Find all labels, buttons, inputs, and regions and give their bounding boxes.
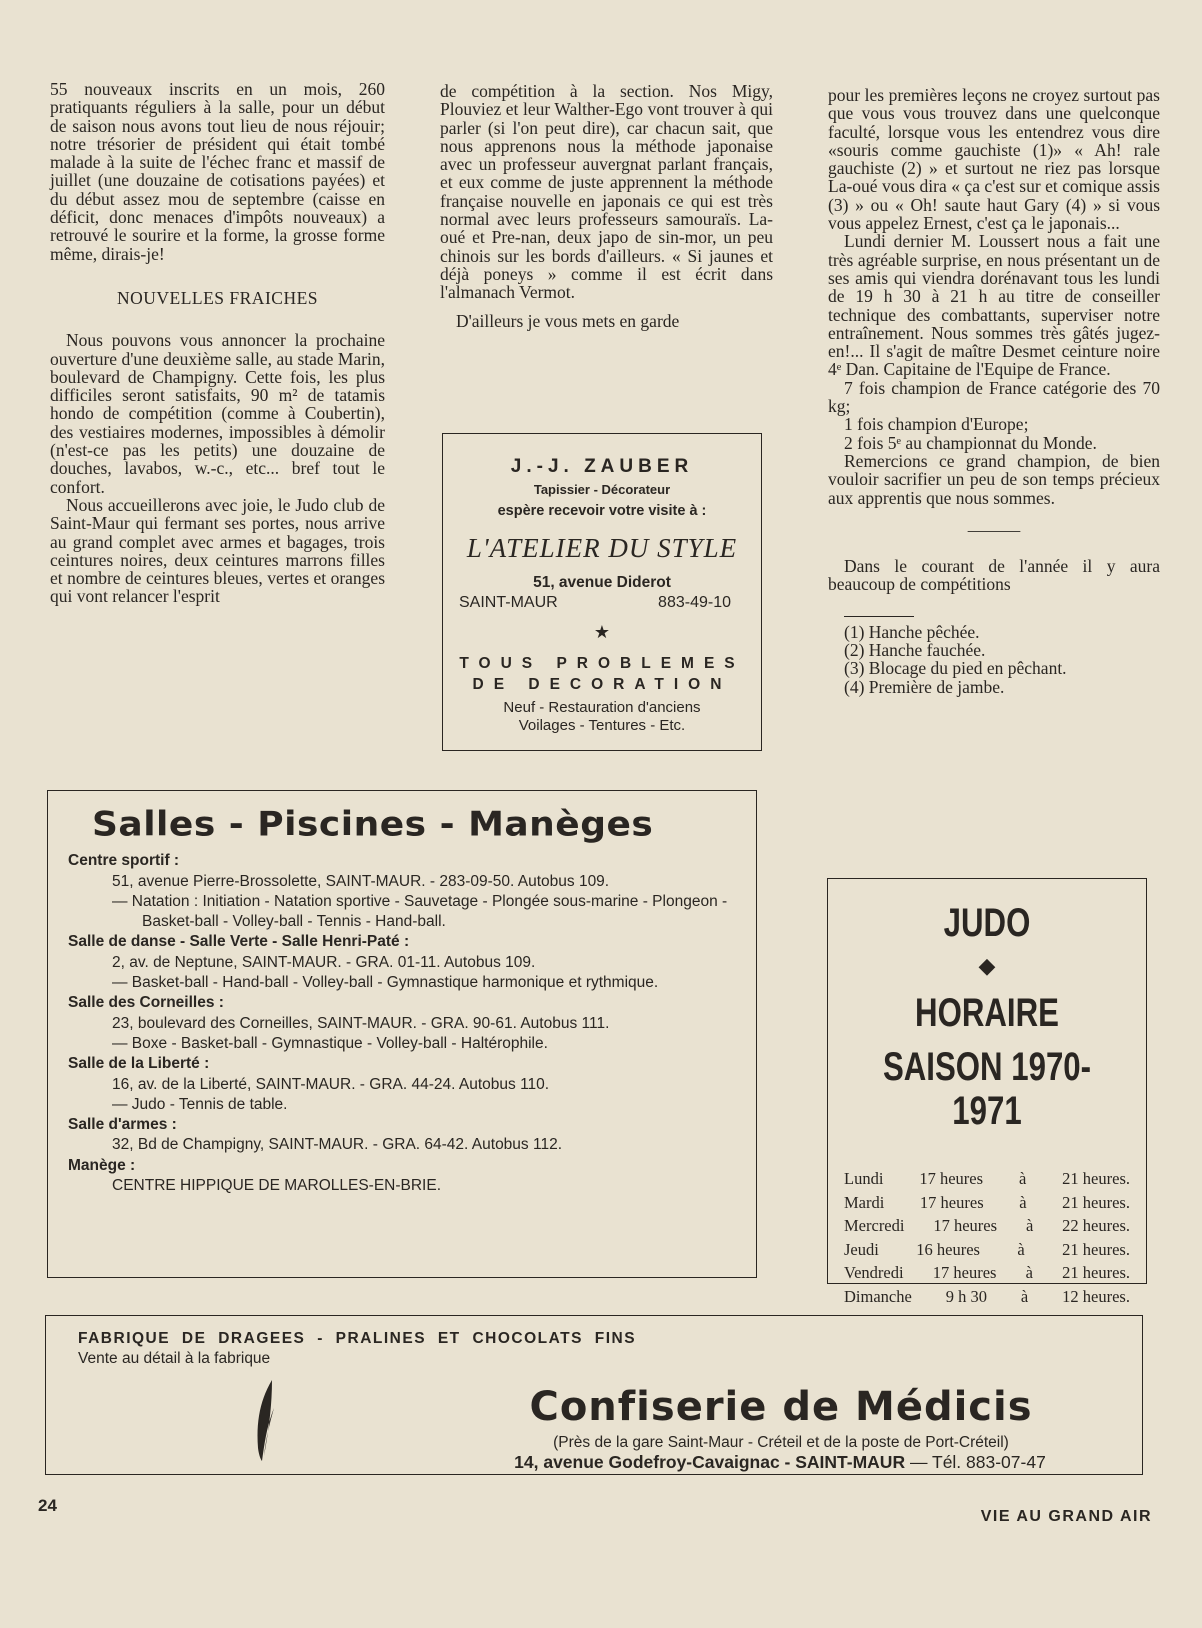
ad-problems-line-1: TOUS PROBLEMES bbox=[459, 655, 745, 672]
section-heading: NOUVELLES FRAICHES bbox=[116, 287, 319, 308]
ad-headline: FABRIQUE DE DRAGEES - PRALINES ET CHOCOLATS FINS bbox=[78, 1330, 637, 1347]
ad-address: 14, avenue Godefroy-Cavaignac - SAINT-MAUR bbox=[514, 1452, 906, 1472]
paragraph: Remercions ce grand champion, de bien vouloir sacrifier un peu de son temps précieux aux apprentis que nous sommes. bbox=[828, 450, 1160, 508]
venue-address: 16, av. de la Liberté, SAINT-MAUR. - GRA. 44-24. Autobus 110. bbox=[112, 1075, 550, 1093]
paragraph: 55 nouveaux inscrits en un mois, 260 pratiquants réguliers à la salle, pour un début de saison nous avons tout lieu de nous réjouir; notre trésorier de président qui était tombé malade à la suite de l'échec franc et massif de juillet (une douzaine de cotisations payées) et du début assez mou de septembre (caisse en déficit, donc menaces d'impôts nouveaux) a retrouvé le sourire et la forme, la grosse forme même, dirais-je! bbox=[50, 79, 385, 264]
ad-shop-name: L'ATELIER DU STYLE bbox=[466, 533, 738, 563]
venue-name: Salle des Corneilles : bbox=[68, 994, 224, 1012]
schedule-row bbox=[838, 1191, 1136, 1215]
schedule-start: 16 heures bbox=[916, 1239, 980, 1259]
venue-name: Salle d'armes : bbox=[68, 1116, 177, 1134]
magazine-name: VIE AU GRAND AIR bbox=[980, 1508, 1152, 1525]
paragraph: pour les premières leçons ne croyez surtout pas que vous vous trouvez dans une quelconque faculté, lorsque vous les entendrez vous dire «souris comme gauchiste (1)» « Ah! rale gauchiste (2) » et surtout ne riez pas lorsque La-oué vous dira « ça c'est sur et comique assis (3) » ou « Oh! saute haut Gary (4) » si vous vous appelez Ernest, c'est ça le japonais... bbox=[828, 85, 1160, 234]
paragraph: Dans le courant de l'année il y aura beaucoup de compétitions bbox=[828, 556, 1160, 595]
schedule-sep: à bbox=[1019, 1192, 1027, 1212]
footnotes bbox=[828, 616, 1160, 696]
schedule-day: Mardi bbox=[844, 1192, 885, 1212]
schedule-row bbox=[838, 1261, 1136, 1285]
schedule-day: Jeudi bbox=[844, 1239, 879, 1259]
schedule-end: 21 heures. bbox=[1062, 1239, 1130, 1259]
ad-invitation: espère recevoir votre visite à : bbox=[497, 503, 707, 519]
venue-activities: — Boxe - Basket-ball - Gymnastique - Volley-ball - Haltérophile. bbox=[112, 1034, 548, 1052]
footnote: (3) Blocage du pied en pêchant. bbox=[844, 658, 1067, 679]
schedule-sep: à bbox=[1025, 1216, 1034, 1235]
schedule-end: 21 heures. bbox=[1062, 1192, 1130, 1212]
venue-name: Manège : bbox=[68, 1156, 136, 1174]
ad-services-line-1: Neuf - Restauration d'anciens bbox=[503, 699, 701, 716]
ad-phone: 883-49-10 bbox=[658, 594, 731, 611]
confiserie-advertisement bbox=[45, 1315, 1143, 1475]
ad-city: SAINT-MAUR bbox=[459, 594, 558, 611]
paragraph: 7 fois champion de France catégorie des 70 kg; bbox=[828, 377, 1160, 417]
schedule-day: Vendredi bbox=[844, 1263, 904, 1282]
schedule-day: Dimanche bbox=[844, 1286, 912, 1306]
zauber-advertisement bbox=[442, 433, 762, 751]
schedule-row bbox=[838, 1238, 1136, 1262]
paragraph: 1 fois champion d'Europe; bbox=[844, 414, 1029, 435]
footnote: (1) Hanche pêchée. bbox=[844, 621, 980, 642]
diamond-icon: ◆ bbox=[978, 953, 996, 978]
ad-subline: Vente au détail à la fabrique bbox=[78, 1350, 271, 1367]
venue-name: Centre sportif : bbox=[68, 852, 180, 870]
venues-list bbox=[68, 851, 740, 1196]
judo-season: SAISON 1970-1971 bbox=[882, 1045, 1092, 1133]
venue-address: 23, boulevard des Corneilles, SAINT-MAUR. - GRA. 90-61. Autobus 111. bbox=[112, 1014, 610, 1032]
ad-problems-line-2: DE DECORATION bbox=[472, 676, 732, 693]
box-title: Salles - Piscines - Manèges bbox=[92, 805, 654, 845]
schedule-row bbox=[838, 1285, 1136, 1309]
schedule-end: 22 heures. bbox=[1062, 1216, 1130, 1235]
star-icon: ★ bbox=[593, 622, 611, 642]
salles-piscines-maneges-box bbox=[47, 790, 757, 1278]
ad-location-note: (Près de la gare Saint-Maur - Créteil et de la poste de Port-Créteil) bbox=[553, 1434, 1009, 1451]
venue-address: 51, avenue Pierre-Brossolette, SAINT-MAUR. - 283-09-50. Autobus 109. bbox=[112, 872, 610, 890]
schedule-start: 17 heures bbox=[919, 1169, 984, 1188]
schedule-day: Mercredi bbox=[844, 1216, 905, 1235]
schedule-row bbox=[838, 1214, 1136, 1238]
judo-title: JUDO bbox=[943, 901, 1031, 945]
venue-address: 2, av. de Neptune, SAINT-MAUR. - GRA. 01-11. Autobus 109. bbox=[112, 953, 536, 971]
venue-name: Salle de danse - Salle Verte - Salle Henri-Paté : bbox=[68, 933, 410, 951]
feather-icon bbox=[252, 1378, 278, 1462]
ad-address-line bbox=[410, 1452, 1150, 1473]
schedule-sep: à bbox=[1017, 1239, 1025, 1259]
ad-profession: Tapissier - Décorateur bbox=[533, 482, 671, 497]
article-column-1 bbox=[50, 80, 385, 606]
ad-brand-name: Confiserie de Médicis bbox=[529, 1384, 1033, 1430]
schedule-end: 21 heures. bbox=[1062, 1169, 1130, 1188]
venue-activities: — Judo - Tennis de table. bbox=[112, 1095, 288, 1113]
paragraph: 2 fois 5ᵉ au championnat du Monde. bbox=[844, 432, 1097, 453]
schedule-start: 17 heures bbox=[919, 1192, 984, 1212]
schedule-start: 17 heures bbox=[933, 1216, 998, 1235]
footnote-rule bbox=[844, 616, 914, 617]
schedule-row bbox=[838, 1167, 1136, 1191]
footnote: (2) Hanche fauchée. bbox=[844, 640, 986, 661]
schedule-sep: à bbox=[1025, 1263, 1033, 1282]
page-number: 24 bbox=[38, 1496, 57, 1515]
schedule-end: 21 heures. bbox=[1062, 1263, 1130, 1282]
paragraph: de compétition à la section. Nos Migy, Plouviez et leur Walther-Ego vont trouver à qui parler (si l'on peut dire), car chacun sait, que nous apprenons nous la méthode japonaise avec un professeur auvergnat parlant français, et eux comme de juste apprennent la méthode française nouvelle en japonais ce qui est très normal avec leurs professeurs samouraïs. La-oué et Pre-nan, deux japo de sin-mor, un peu chinois sur les bords d'ailleurs. « Si jaunes et déjà poneys » comme il est écrit dans l'almanach Vermot. bbox=[440, 81, 773, 303]
schedule-start: 9 h 30 bbox=[945, 1286, 987, 1306]
paragraph: Nous pouvons vous annoncer la prochaine ouverture d'une deuxième salle, au stade Marin, boulevard de Champigny. Cette fois, les plus difficiles seront satisfaits, 90 m² de tatamis hondo de compétition (comme à Coubertin), des vestiaires modernes, impossibles à démolir (n'est-ce pas les petits) une douzaine de douches, lavabos, w.-c., etc... bref tout le confort. bbox=[50, 330, 385, 497]
footnote: (4) Première de jambe. bbox=[844, 676, 1005, 697]
paragraph: D'ailleurs je vous mets en garde bbox=[456, 310, 680, 331]
ad-city-phone bbox=[443, 594, 761, 612]
schedule-list bbox=[838, 1167, 1136, 1308]
ad-address: 51, avenue Diderot bbox=[533, 574, 671, 591]
article-column-2 bbox=[440, 82, 773, 330]
schedule-sep: à bbox=[1020, 1286, 1029, 1306]
separator: ——— bbox=[967, 519, 1021, 540]
ad-telephone: — Tél. 883-07-47 bbox=[909, 1452, 1046, 1472]
schedule-sep: à bbox=[1018, 1169, 1027, 1188]
venue-address: 32, Bd de Champigny, SAINT-MAUR. - GRA. 64-42. Autobus 112. bbox=[112, 1136, 562, 1154]
venue-address: CENTRE HIPPIQUE DE MAROLLES-EN-BRIE. bbox=[112, 1177, 442, 1195]
judo-schedule-box bbox=[827, 878, 1147, 1306]
schedule-start: 17 heures bbox=[932, 1263, 997, 1282]
ad-business-name: J.-J. ZAUBER bbox=[510, 456, 694, 477]
paragraph: Lundi dernier M. Loussert nous a fait une très agréable surprise, en nous présentant un de ses amis qui viendra dorénavant tous les lundi de 19 h 30 à 21 h au titre de conseiller technique des combattants, superviser notre entraînement. Nous sommes très gâtés jugez-en!... Il s'agit de maître Desmet ceinture noire 4ᵉ Dan. Capitaine de l'Equipe de France. bbox=[828, 231, 1160, 380]
venue-name: Salle de la Liberté : bbox=[68, 1055, 210, 1073]
schedule-end: 12 heures. bbox=[1062, 1286, 1130, 1306]
venue-activities: — Basket-ball - Hand-ball - Volley-ball - Gymnastique harmonique et rythmique. bbox=[112, 974, 659, 992]
venue-activities: — Natation : Initiation - Natation sportive - Sauvetage - Plongée sous-marine - Plongeon - Basket-ball - Volley-ball - Tennis - Hand-ball. bbox=[112, 892, 728, 931]
judo-subtitle: HORAIRE bbox=[915, 991, 1059, 1035]
schedule-day: Lundi bbox=[844, 1169, 884, 1188]
paragraph: Nous accueillerons avec joie, le Judo club de Saint-Maur qui fermant ses portes, nous arrive au grand complet avec armes et bagages, trois ceintures noires, deux ceintures marrons filles et nombre de ceintures bleues, vertes et oranges qui vont relancer l'esprit bbox=[50, 494, 385, 607]
article-column-3 bbox=[828, 86, 1160, 696]
ad-services-line-2: Voilages - Tentures - Etc. bbox=[518, 717, 686, 734]
